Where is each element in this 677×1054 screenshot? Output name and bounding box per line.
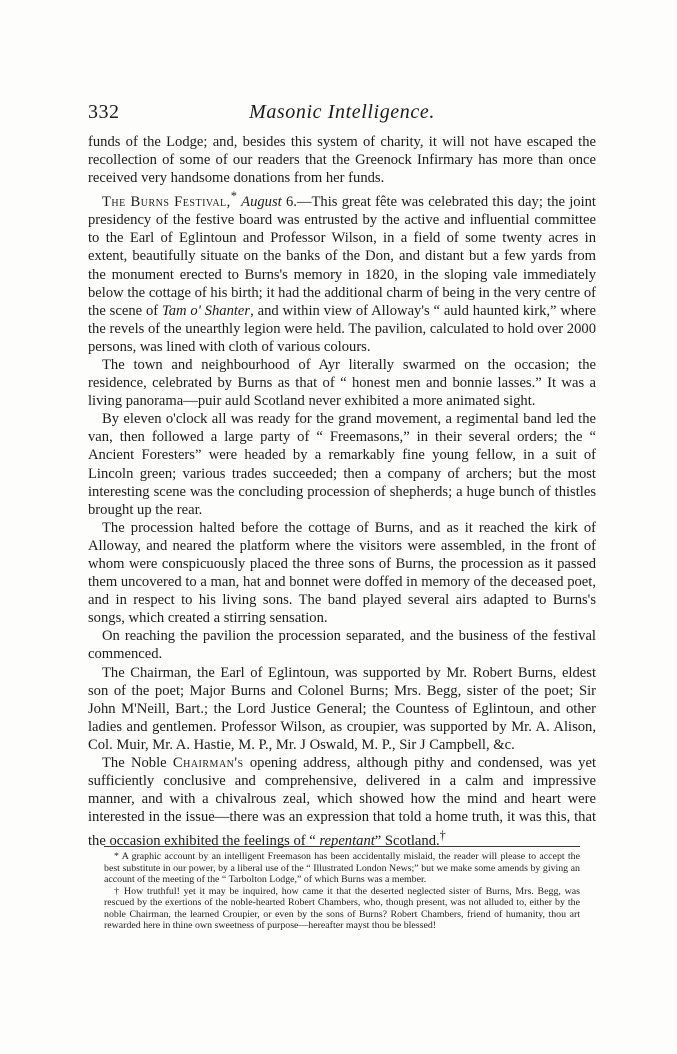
text-run: The Noble [102, 755, 173, 772]
footnotes [104, 851, 580, 932]
text-run: , and within view of Alloway's “ auld haunted kirk,” where the revels of the unearthly legion were held. The pavilion, calculated to hold over 2000 persons, was lined with cloth of various colours. [88, 302, 596, 355]
footnote-marker-dagger: † [439, 828, 446, 843]
page-header [88, 101, 596, 129]
paragraph: The town and neighbourhood of Ayr literally swarmed on the occasion; the residence, celebrated by Burns as that of “ honest men and bonnie lasses.” It was a living panorama—puir auld Scotland never exhibited a more animated sight. [88, 356, 596, 410]
date-text: August [241, 194, 282, 211]
page-number: 332 [88, 101, 120, 123]
text-run: 6.—This great fête was celebrated this day; the joint presidency of the festive board was entrusted by the active and influential committee to the Earl of Eglintoun and Professor Wilson, in a field of some twenty acres in extent, beautifully situate on the banks of the Don, and distant but a few yards from the monument erected to Burns's memory in 1820, in the sloping vale immediately below the cottage of his birth; it had the additional charm of being in the very centre of the scene of [88, 194, 596, 319]
section-heading: The Burns Festival, [102, 194, 231, 211]
paragraph: funds of the Lodge; and, besides this system of charity, it will not have escaped the recollection of some of our readers that the Greenock Infirmary has more than once received very handsome donations from her funds. [88, 134, 596, 187]
paragraph-burns-festival [88, 187, 596, 356]
paragraph: On reaching the pavilion the procession separated, and the business of the festival commenced. [88, 628, 596, 663]
footnote-divider [104, 846, 580, 847]
footnote-marker-star: * [230, 189, 237, 204]
footnote-star: * A graphic account by an intelligent Freemason has been accidentally mislaid, the reader will please to accept the best substitute in our power, by a liberal use of the “ Illustrated London News;” but we make some amends by giving an account of the meeting of the “ Tarbolton Lodge,” of which Burns was a member. [104, 851, 580, 886]
emphasis-word: repentant [319, 833, 375, 850]
text-run: ” Scotland. [374, 833, 440, 850]
text-run: opening address, although pithy and condensed, was yet sufficiently conclusive and comprehensive, delivered in a calm and impressive manner, and with a chivalrous zeal, which showed how the mind and heart were interested in the issue—there was an expression that told a home truth, it was this, that the occasion exhibited the feelings of “ [88, 755, 596, 850]
poem-title: Tam o' Shanter [161, 302, 251, 319]
paragraph-chairman-address [88, 754, 596, 850]
paragraph: By eleven o'clock all was ready for the grand movement, a regimental band led the van, then followed a large party of “ Freemasons,” in their several orders; the “ Ancient Foresters” were headed by a remarkably fine young fellow, in a suit of Lincoln green; various trades succeeded; then a company of archers; but the most interesting scene was the concluding procession of shepherds; a huge bunch of thistles brought up the rear. [88, 411, 596, 518]
chairman-word: Chairman's [172, 755, 244, 772]
paragraph: The procession halted before the cottage of Burns, and as it reached the kirk of Alloway, and neared the platform where the visitors were assembled, in the front of whom were conspicuously placed the three sons of Burns, the procession as it passed them uncovered to a man, hat and bonnet were doffed in memory of the deceased poet, and in respect to his living sons. The band played several airs adapted to Burns's songs, which created a stirring sensation. [88, 519, 596, 627]
running-head: Masonic Intelligence. [249, 101, 435, 123]
paragraph: The Chairman, the Earl of Eglintoun, was supported by Mr. Robert Burns, eldest son of the poet; Major Burns and Colonel Burns; Mrs. Begg, sister of the poet; Sir John M'Neill, Bart.; the Lord Justice General; the Countess of Eglintoun, and other ladies and gentlemen. Professor Wilson, as croupier, was supported by Mr. A. Alison, Col. Muir, Mr. A. Hastie, M. P., Mr. J Oswald, M. P., Sir J Campbell, &c. [88, 664, 596, 753]
body-text [88, 133, 596, 850]
footnote-dagger: † How truthful! yet it may be inquired, how came it that the deserted neglected sister of Burns, Mrs. Begg, was rescued by the exertions of the noble-hearted Robert Chambers, who, though present, was not alluded to, either by the noble Chairman, the learned Croupier, or even by the sons of Burns? Robert Chambers, friend of humanity, thou art rewarded here in thine own sweetness of purpose—hereafter mayst thou be blessed! [104, 885, 580, 932]
